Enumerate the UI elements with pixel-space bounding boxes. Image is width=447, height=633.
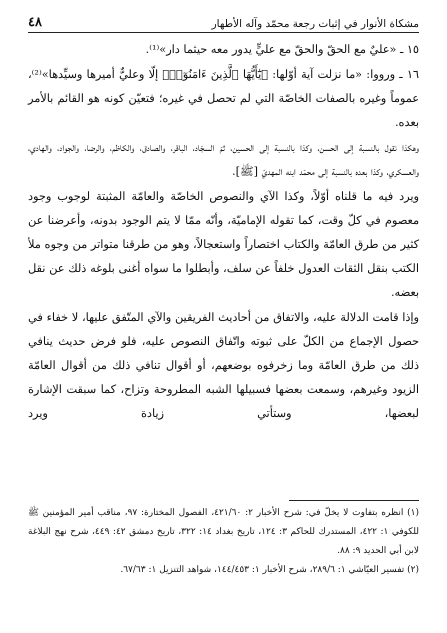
footnotes <box>28 504 419 580</box>
paragraph-16: ١٦ ـ ورووا: «ما نزلت آية أوّلها: ﴿يَٰٓأَيُّهَا ٱلَّذِينَ ءَامَنُوٓا۟﴾ إلّا وعليٌّ أميرها وسيِّدها»⁽²⁾، عموماً وغيره بالصفات الخاصّة التي لم تحصل في غيره؛ فتعيّن كونه هو القائم بالأمر بعده. <box>28 68 419 129</box>
main-text <box>28 38 419 427</box>
footnote-2: (٢) تفسير العيّاشي ١: ٢٨٩/٦، شرح الأخبار ١: ١٤٤/٤٥٣، شواهد التنزيل ١: ٦٧/٦٣. <box>120 565 419 575</box>
page-number: ٤٨ <box>28 15 42 30</box>
header-rule <box>28 32 419 33</box>
paragraph-consensus: وإذا قامت الدلالة عليه، والاتفاق من أحاديث الفريقين والآي المتّفق عليها، لا خفاء في حصول الإجماع من الكلّ على ثبوته واتّفاق النصوص عليه، فلو فرض حديث ينافي ذلك من طرق العامّة وما زخرفوه بوضعهم، أو أقوال تنافي ذلك من أقوال العامّة الزيود وغيرهم، وسمعت بعضها فسبيلها الشبه المطروحة وتزاح، كما سبقت الإشارة لبعضها، وستأتي زيادة ويرد <box>28 311 419 420</box>
footnote-1: (١) انظره بتفاوت لا يخلّ في: شرح الأخبار ٢: ٤٢١/٦٠، الفصول المختارة: ٩٧، مناقب أمير المؤمنين ﷺ للكوفي ١: ٤٢٢، المستدرك للحاكم ٣: ١٢٤، تاريخ بغداد ١٤: ٣٢٢، تاريخ دمشق ٤٢: ٤٤٩، شرح نهج البلاغة لابن أبي الحديد ٩: ٨٨. <box>28 508 419 556</box>
running-title: مشكاة الأنوار في إثبات رجعة محمّد وآله الأطهار <box>211 18 419 30</box>
footnote-rule <box>289 500 419 501</box>
paragraph-15: ١٥ ـ «عليٌ مع الحقّ والحقّ مع عليٍّ يدور معه حيثما دار»⁽¹⁾. <box>145 43 419 56</box>
paragraph-texts: ويرد فيه ما قلناه أوّلاً، وكذا الآي والنصوص الخاصّة والعامّة المثبتة لوجوب وجود معصوم في كلّ وقت، كما تقوله الإماميّة، وأنّه ممّا لا يتم الوجود بدونه، وأعرضنا عن كثير من طرق العامّة والكتاب اختصاراً واستعجالاً، وهو من طرقنا متواتر من وجوه ملأ الكتب بنقل الثقات العدول خلفاً عن سلف، وأبطلوا ما سواه أغنى بلوغه ذلك عن نقل بعضه. <box>28 190 419 299</box>
paragraph-imams: وهكذا نقول بالنسبة إلى الحسن، وكذا بالنسبة إلى الحسين، ثمّ السجّاد، الباقر، والصادق، والكاظم، والرضا، والجواد، والهادي، والعسكري، وكذا بعده بالنسبة إلى محمّد ابنه المهديّ [ﷺ]. <box>28 141 419 178</box>
running-header <box>28 10 419 30</box>
